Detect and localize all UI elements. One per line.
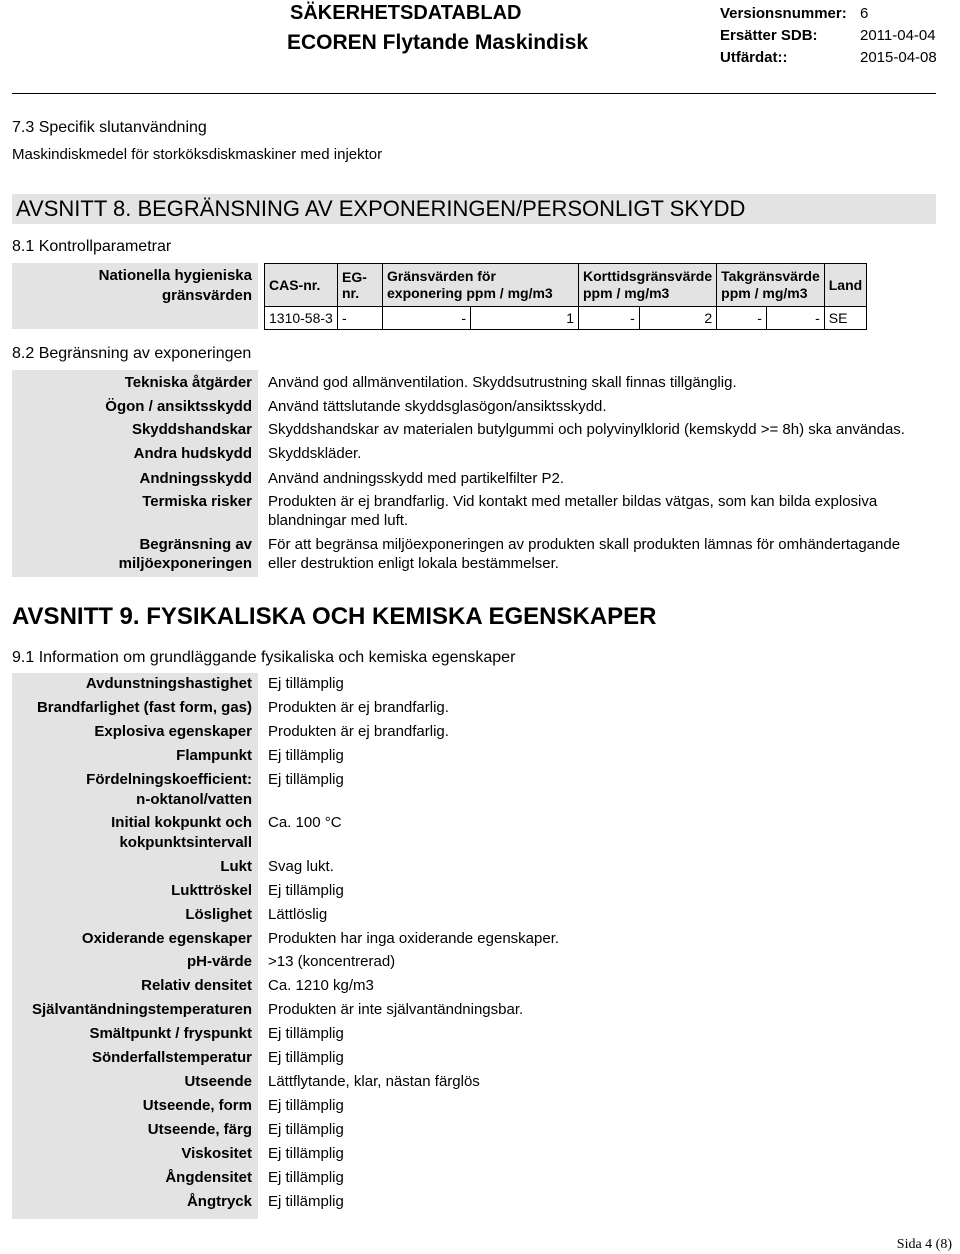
property-label: Sönderfallstemperatur	[91, 1049, 252, 1066]
control-value: Använd god allmänventilation. Skyddsutrustning skall finnas tillgänglig.	[268, 374, 737, 391]
exposure-limits-table	[264, 263, 867, 330]
control-value: Skyddskläder.	[268, 445, 362, 462]
issued-value: 2015-04-08	[860, 49, 937, 66]
property-label: pH-värde	[186, 953, 252, 970]
property-label: Lukt	[220, 858, 252, 875]
table-row	[265, 307, 867, 330]
product-name: ECOREN Flytande Maskindisk	[287, 31, 589, 54]
header-ceiling: Takgränsvärde ppm / mg/m3	[717, 264, 825, 307]
property-value: Ej tillämplig	[268, 675, 344, 692]
property-label: Ångdensitet	[165, 1169, 252, 1186]
document-title: SÄKERHETSDATABLAD	[290, 2, 522, 24]
property-label: Smältpunkt / fryspunkt	[89, 1025, 252, 1042]
property-label: Utseende, färg	[147, 1121, 252, 1138]
property-label: Lukttröskel	[171, 882, 252, 899]
header-divider	[12, 93, 936, 94]
controls-list	[12, 370, 252, 577]
control-label: Begränsning av miljöexponeringen	[118, 536, 252, 572]
version-row	[720, 5, 869, 22]
property-label: Löslighet	[185, 906, 252, 923]
property-label: Utseende	[184, 1073, 252, 1090]
section-8-title: AVSNITT 8. BEGRÄNSNING AV EXPONERINGEN/PERSONLIGT SKYDD	[12, 194, 936, 224]
section-9-1-heading: 9.1 Information om grundläggande fysikaliska och kemiska egenskaper	[12, 649, 516, 666]
property-value: Lättlöslig	[268, 906, 328, 923]
property-value: Svag lukt.	[268, 858, 334, 875]
property-value: Ej tillämplig	[268, 1097, 344, 1114]
control-label: Termiska risker	[142, 493, 252, 510]
property-value: Ej tillämplig	[268, 1121, 344, 1138]
control-label: Andningsskydd	[139, 470, 252, 487]
property-label: Initial kokpunkt och kokpunktsintervall	[111, 814, 252, 851]
country-cell: SE	[824, 307, 866, 330]
section-7-3-heading: 7.3 Specifik slutanvändning	[12, 119, 207, 136]
limit-mg-cell: 1	[471, 307, 579, 330]
control-label: Skyddshandskar	[131, 421, 252, 438]
property-value: Produkten är inte självantändningsbar.	[268, 1001, 524, 1018]
property-value: Produkten har inga oxiderande egenskaper.	[268, 930, 560, 947]
version-value: 6	[860, 5, 869, 22]
property-value: Ej tillämplig	[268, 747, 344, 764]
property-value: Lättflytande, klar, nästan färglös	[268, 1073, 480, 1090]
control-value: Produkten är ej brandfarlig. Vid kontakt med metaller bildas vätgas, som kan bilda explosiva blandningar med luft.	[268, 493, 878, 529]
property-value: Ej tillämplig	[268, 1025, 344, 1042]
property-label: Flampunkt	[176, 747, 252, 764]
control-value: Skyddshandskar av materialen butylgummi och polyvinylklorid (kemskydd >= 8h) ska användas.	[268, 421, 905, 438]
control-label: Tekniska åtgärder	[124, 374, 252, 391]
issued-label: Utfärdat::	[720, 49, 788, 66]
property-label: Oxiderande egenskaper	[81, 930, 252, 947]
page-number: Sida 4 (8)	[896, 1237, 952, 1252]
section-9-title: AVSNITT 9. FYSIKALISKA OCH KEMISKA EGENSKAPER	[12, 603, 657, 630]
property-value: >13 (koncentrerad)	[268, 953, 396, 970]
header-cas: CAS-nr.	[265, 264, 338, 307]
property-label: Viskositet	[181, 1145, 252, 1162]
property-label: Explosiva egenskaper	[94, 723, 252, 740]
eg-cell: -	[338, 307, 383, 330]
section-8-2-heading: 8.2 Begränsning av exponeringen	[12, 345, 252, 362]
property-value: Ej tillämplig	[268, 1193, 344, 1210]
property-value: Ej tillämplig	[268, 1169, 344, 1186]
property-label: Utseende, form	[142, 1097, 252, 1114]
property-label: Relativ densitet	[141, 977, 252, 994]
header-short-term: Korttidsgränsvärde ppm / mg/m3	[579, 264, 717, 307]
property-value: Produkten är ej brandfarlig.	[268, 699, 449, 716]
property-value: Ej tillämplig	[268, 1145, 344, 1162]
national-limits-label	[12, 263, 258, 329]
property-label: Självantändningstemperaturen	[31, 1001, 252, 1018]
property-label: Ångtryck	[186, 1193, 252, 1210]
header-eg: EG-nr.	[338, 264, 383, 307]
property-value: Ej tillämplig	[268, 882, 344, 899]
section-8-1-heading: 8.1 Kontrollparametrar	[12, 238, 172, 255]
control-value: För att begränsa miljöexponeringen av produkten skall produkten lämnas för omhändertagande eller destruktion enligt lokala bestämmelser.	[268, 536, 901, 572]
property-value: Ej tillämplig	[268, 1049, 344, 1066]
property-value: Ca. 100 °C	[268, 814, 342, 831]
property-value: Produkten är ej brandfarlig.	[268, 723, 449, 740]
property-label: Fördelningskoefficient: n-oktanol/vatten	[86, 771, 252, 808]
control-value: Använd andningsskydd med partikelfilter P2.	[268, 470, 565, 487]
short-ppm-cell: -	[579, 307, 640, 330]
ceiling-mg-cell: -	[766, 307, 824, 330]
replaces-label: Ersätter SDB:	[720, 27, 818, 44]
property-label: Avdunstningshastighet	[85, 675, 252, 692]
version-label: Versionsnummer:	[720, 5, 847, 22]
replaces-value: 2011-04-04	[860, 27, 936, 44]
control-label: Andra hudskydd	[133, 445, 252, 462]
header-limit: Gränsvärden för exponering ppm / mg/m3	[383, 264, 579, 307]
national-limits-label-text: Nationella hygieniska gränsvärden	[98, 267, 252, 304]
header-country: Land	[824, 264, 866, 307]
control-label: Ögon / ansiktsskydd	[105, 398, 252, 415]
control-value: Använd tättslutande skyddsglasögon/ansiktsskydd.	[268, 398, 607, 415]
properties-list	[12, 673, 252, 1219]
short-mg-cell: 2	[639, 307, 716, 330]
property-value: Ca. 1210 kg/m3	[268, 977, 374, 994]
section-7-3-text: Maskindiskmedel för storköksdiskmaskiner med injektor	[12, 146, 383, 163]
cas-cell: 1310-58-3	[265, 307, 338, 330]
issued-row	[720, 49, 937, 66]
property-value: Ej tillämplig	[268, 771, 344, 788]
replaces-row	[720, 27, 936, 44]
ceiling-ppm-cell: -	[717, 307, 767, 330]
property-label: Brandfarlighet (fast form, gas)	[36, 699, 252, 716]
limit-ppm-cell: -	[383, 307, 471, 330]
